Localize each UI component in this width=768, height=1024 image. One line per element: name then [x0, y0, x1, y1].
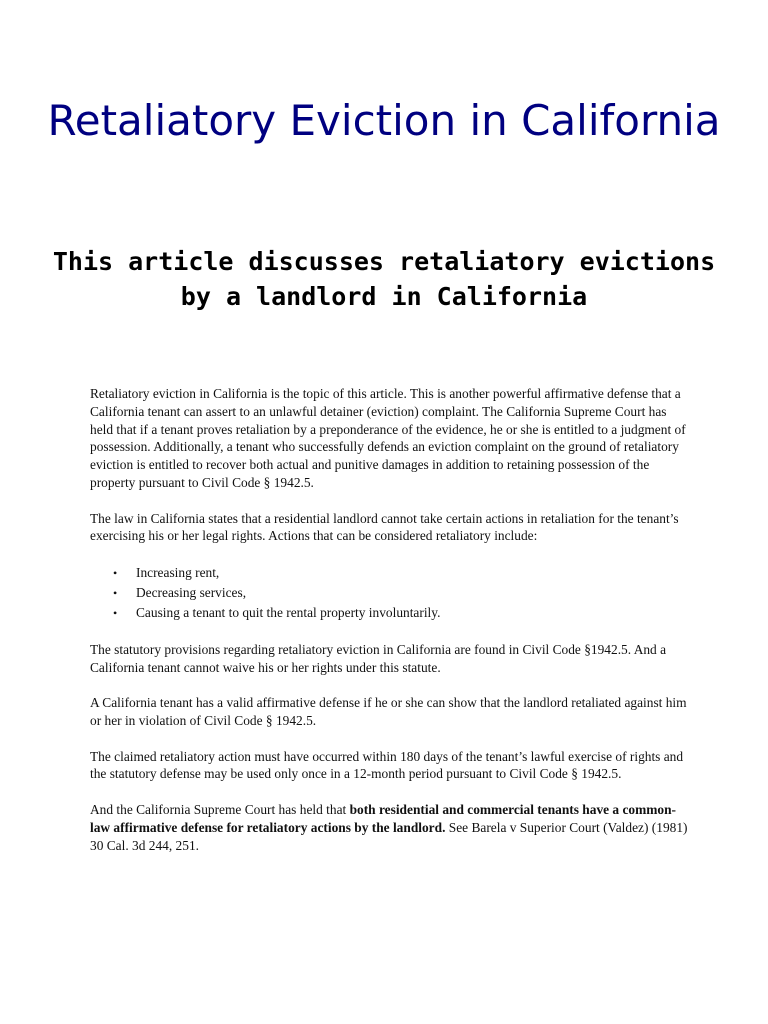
retaliatory-actions-list — [90, 563, 690, 623]
final-text-after: See Barela v Superior Court (Valdez) (1981) 30 Cal. 3d 244, 251. — [90, 819, 688, 853]
final-text-bold: both residential and commercial tenants have a common-law affirmative defense for retaliatory actions by the landlord. — [90, 801, 677, 835]
list-item-text: Decreasing services, — [136, 584, 247, 600]
document-subtitle: This article discusses retaliatory evictions by a landlord in California — [52, 247, 716, 311]
list-item — [90, 563, 690, 583]
paragraph-defense: A California tenant has a valid affirmative defense if he or she can show that the landlord retaliated against him or her in violation of Civil Code § 1942.5. — [90, 695, 687, 728]
bullet-icon: • — [113, 585, 118, 600]
bullet-icon: • — [113, 605, 118, 620]
paragraph-law: The law in California states that a residential landlord cannot take certain actions in retaliation for the tenant’s exercising his or her legal rights. Actions that can be considered retaliatory include: — [90, 510, 679, 544]
bullet-icon: • — [113, 565, 118, 580]
document-title: Retaliatory Eviction in California — [47, 96, 721, 145]
list-item-text: Causing a tenant to quit the rental property involuntarily. — [136, 604, 441, 620]
list-item-text: Increasing rent, — [136, 564, 220, 580]
article-body — [90, 385, 690, 872]
paragraph-timing: The claimed retaliatory action must have occurred within 180 days of the tenant’s lawful exercise of rights and the statutory defense may be used only once in a 12-month period pursuant to Civil Code § 1942.5. — [90, 748, 684, 782]
list-item — [90, 583, 690, 603]
list-item — [90, 603, 690, 623]
paragraph-statute: The statutory provisions regarding retaliatory eviction in California are found in Civil Code §1942.5. And a California tenant cannot waive his or her rights under this statute. — [90, 641, 667, 675]
paragraph-supreme-court — [90, 801, 690, 854]
final-text-before: And the California Supreme Court has held that — [90, 801, 350, 817]
paragraph-intro: Retaliatory eviction in California is the topic of this article. This is another powerful affirmative defense that a California tenant can assert to an unlawful detainer (eviction) complaint. The California Supreme Court has held that if a tenant proves retaliation by a preponderance of the evidence, he or she is entitled to a judgment of possession. Additionally, a tenant who successfully defends an eviction complaint on the ground of retaliatory eviction is entitled to recover both actual and punitive damages in addition to retaining possession of the property pursuant to Civil Code § 1942.5. — [90, 386, 686, 490]
